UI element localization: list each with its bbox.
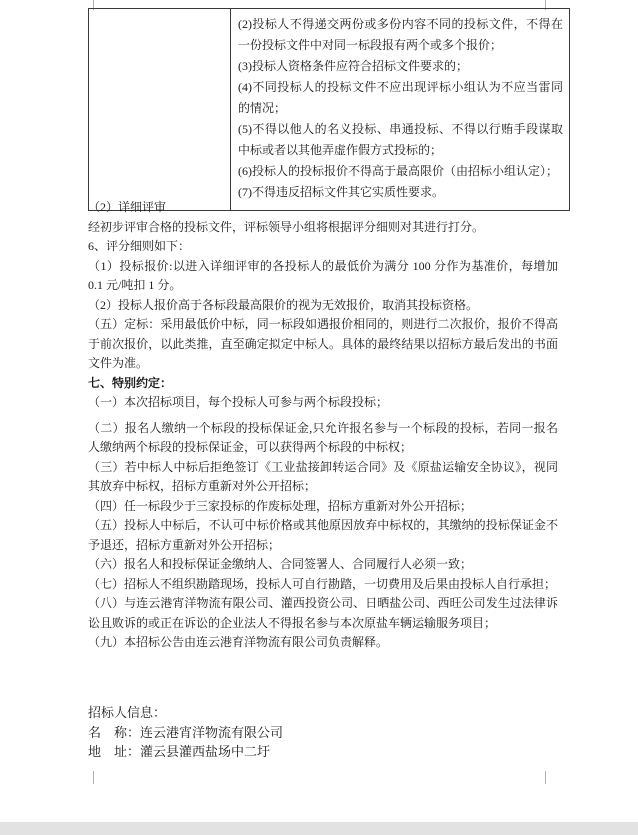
bidder-name-value: 连云港宵洋物流有限公司: [140, 724, 284, 740]
inter-page-gap: [0, 822, 638, 835]
bidder-name-label: 名 称：: [88, 724, 141, 740]
body-paragraph: （六）报名人和投标保证金缴纳人、合同签署人、合同履行人必须一致；: [88, 557, 473, 571]
document-body: [88, 198, 558, 653]
margin-corner-mark-bottom-left: [93, 771, 94, 784]
bidder-info-title: 招标人信息：: [88, 705, 167, 720]
body-paragraph: （四）任一标段少于三家投标的作废标处理，招标方重新对外公开招标；: [88, 498, 473, 513]
body-paragraph: （2）详细评审: [88, 200, 167, 214]
table-item: (3)投标人资格条件应符合招标文件要求的；: [238, 59, 468, 73]
margin-corner-mark-bottom-right: [545, 771, 546, 784]
body-paragraph: （七）招标人不组织勘踏现场，投标人可自行勘踏，一切费用及后果由投标人自行承担；: [88, 576, 557, 591]
continuation-table: [88, 8, 570, 211]
body-paragraph: （九）本招标公告由连云港育洋物流有限公司负责解释。: [88, 635, 389, 649]
body-paragraph: （二）报名人缴纳一个标段的投标保证金,只允许报名参与一个标段的投标，若同一报名人缴纳两个标段的投标保证金，可以获得两个标段的中标权；: [88, 420, 558, 454]
table-item: (2)投标人不得递交两份或多份内容不同的投标文件，不得在一份投标文件中对同一标段报有两个或多个报价；: [238, 17, 563, 52]
bidder-address-value: 灌云县灌西盐场中二圩: [140, 744, 271, 759]
table-left-cell: [89, 9, 231, 211]
bidder-address-label: 地 址：: [88, 744, 141, 759]
body-paragraph: （五）投标人中标后，不认可中标价格或其他原因放弃中标权的，其缴纳的投标保证金不予退还，招标方重新对外公开招标；: [88, 518, 558, 552]
bidder-address-row: [88, 742, 283, 762]
body-paragraph: （1）投标报价:以进入详细评审的各投标人的最低价为满分 100 分作为基准价，每增加 0.1 元/吨扣 1 分。: [88, 258, 558, 292]
table-item: (6)投标人的投标报价不得高于最高限价（由招标小组认定）；: [238, 164, 558, 178]
body-paragraph: 经初步评审合格的投标文件，评标领导小组将根据评分细则对其进行打分。: [88, 219, 485, 234]
body-paragraph: 七、特别约定：: [88, 375, 173, 390]
table-item: (7)不得违反招标文件其它实质性要求。: [238, 185, 444, 199]
body-paragraph: （五）定标：采用最低价中标，同一标段如遇报价相同的，则进行二次报价，报价不得高于前次报价，以此类推，直至确定拟定中标人。具体的最终结果以招标方最后发出的书面文件为准。: [88, 317, 558, 370]
body-paragraph: （一）本次招标项目，每个投标人可参与两个标段投标；: [88, 395, 389, 409]
body-paragraph: （2）投标人报价高于各标段最高限价的视为无效报价，取消其投标资格。: [88, 297, 479, 312]
table-item: (4)不同投标人的投标文件不应出现评标小组认为不应当雷同的情况；: [238, 80, 563, 115]
bidder-name-row: [88, 723, 283, 743]
table-right-cell: [231, 9, 570, 211]
table-row: [89, 9, 570, 211]
bidder-info-block: [88, 703, 283, 762]
body-paragraph: 6、评分细则如下：: [88, 239, 191, 253]
body-paragraph: （八）与连云港宵洋物流有限公司、灌西投资公司、日晒盐公司、西旺公司发生过法律诉讼且败诉的或正在诉讼的企业法人不得报名参与本次原盐车辆运输服务项目；: [88, 596, 558, 630]
body-paragraph: （三）若中标人中标后拒绝签订《工业盐接卸转运合同》及《原盐运输安全协议》，视同其放弃中标权，招标方重新对外公开招标；: [88, 459, 558, 493]
table-item: (5)不得以他人的名义投标、串通投标、不得以行贿手段谋取中标或者以其他弄虚作假方式投标的；: [238, 122, 563, 157]
